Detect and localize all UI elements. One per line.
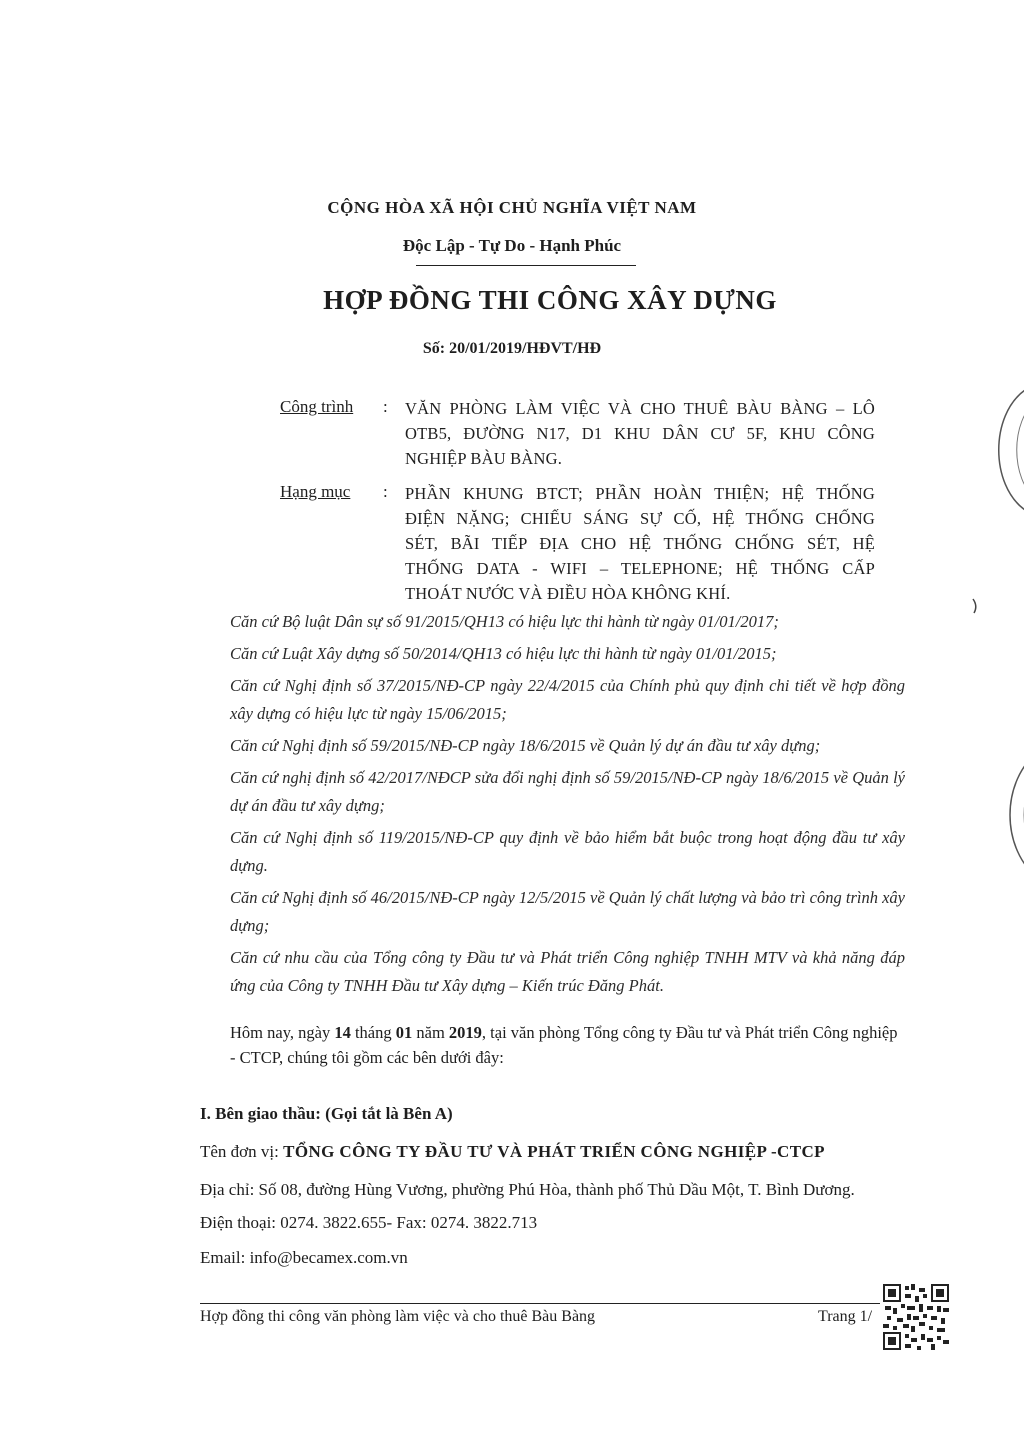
document-title: HỢP ĐỒNG THI CÔNG XÂY DỰNG bbox=[323, 285, 777, 315]
motto-underline bbox=[416, 265, 636, 266]
project-line: OTB5, ĐƯỜNG N17, D1 KHU DÂN CƯ 5F, KHU CÔNG bbox=[405, 424, 875, 443]
footer-divider bbox=[200, 1303, 880, 1304]
intro-year: 2019 bbox=[448, 1023, 482, 1042]
legal-basis-item: Căn cứ Nghị định số 119/2015/NĐ-CP quy định về bảo hiểm bắt buộc trong hoạt động đầu tư xây dựng. bbox=[230, 828, 905, 875]
legal-basis-item: Căn cứ Nghị định số 46/2015/NĐ-CP ngày 12/5/2015 về Quản lý chất lượng và bảo trì công trình xây dựng; bbox=[230, 888, 905, 935]
legal-basis-item: Căn cứ Bộ luật Dân sự số 91/2015/QH13 có hiệu lực thi hành từ ngày 01/01/2017; bbox=[230, 612, 779, 631]
intro-day: 14 bbox=[334, 1023, 351, 1042]
scope-colon: : bbox=[383, 482, 388, 501]
scope-label: Hạng mục bbox=[280, 482, 351, 501]
party-a-address: Địa chỉ: Số 08, đường Hùng Vương, phường Phú Hòa, thành phố Thủ Dầu Một, T. Bình Dương. bbox=[200, 1180, 855, 1199]
intro-paragraph bbox=[230, 1020, 905, 1070]
legal-basis-list bbox=[230, 608, 905, 1004]
scope-line: ĐIỆN NẶNG; CHIẾU SÁNG SỰ CỐ, HỆ THỐNG CHỐNG bbox=[405, 509, 875, 528]
scope-line: THỐNG DATA - WIFI – TELEPHONE; HỆ THỐNG CẤP bbox=[405, 559, 875, 578]
contract-number: Số: 20/01/2019/HĐVT/HĐ bbox=[422, 340, 602, 357]
footer-title: Hợp đồng thi công văn phòng làm việc và cho thuê Bàu Bàng bbox=[200, 1308, 596, 1325]
intro-text: năm bbox=[412, 1023, 449, 1042]
legal-basis-item: Căn cứ Nghị định số 59/2015/NĐ-CP ngày 18/6/2015 về Quản lý dự án đầu tư xây dựng; bbox=[230, 736, 821, 755]
intro-text: Hôm nay, ngày bbox=[230, 1023, 335, 1042]
project-value bbox=[405, 396, 875, 471]
project-colon: : bbox=[383, 397, 388, 416]
scope-line: SÉT, BÃI TIẾP ĐỊA CHO HỆ THỐNG CHỐNG SÉT, HỆ bbox=[405, 534, 875, 553]
national-motto: Độc Lập - Tự Do - Hạnh Phúc bbox=[402, 236, 622, 255]
legal-basis-item: Căn cứ Luật Xây dựng số 50/2014/QH13 có hiệu lực thi hành từ ngày 01/01/2015; bbox=[230, 644, 777, 663]
party-a-phone: Điện thoại: 0274. 3822.655- Fax: 0274. 3822.713 bbox=[200, 1213, 538, 1232]
legal-basis-item: Căn cứ Nghị định số 37/2015/NĐ-CP ngày 22/4/2015 của Chính phủ quy định chi tiết về hợp đồng xây dựng có hiệu lực từ ngày 15/06/2015; bbox=[230, 676, 905, 723]
project-label: Công trình bbox=[280, 397, 354, 416]
party-a-heading: I. Bên giao thầu: (Gọi tắt là Bên A) bbox=[200, 1104, 453, 1123]
qr-code-icon bbox=[883, 1283, 949, 1351]
party-a-email: Email: info@becamex.com.vn bbox=[200, 1248, 408, 1267]
stamp-mark bbox=[995, 745, 1024, 885]
ink-mark bbox=[971, 598, 979, 614]
scope-line: PHẦN KHUNG BTCT; PHẦN HOÀN THIỆN; HỆ THỐNG bbox=[405, 484, 875, 503]
stamp-mark bbox=[985, 385, 1024, 515]
project-line: NGHIỆP BÀU BÀNG. bbox=[405, 449, 563, 468]
scope-value bbox=[405, 481, 875, 606]
legal-basis-item: Căn cứ nghị định số 42/2017/NĐCP sửa đổi nghị định số 59/2015/NĐ-CP ngày 18/6/2015 về Quản lý dự án đầu tư xây dựng; bbox=[230, 768, 905, 815]
party-a-name: TỔNG CÔNG TY ĐẦU TƯ VÀ PHÁT TRIỂN CÔNG NGHIỆP -CTCP bbox=[283, 1142, 825, 1161]
intro-text: , tại văn phòng Tổng công ty Đầu tư và Phát triển Công nghiệp - CTCP, chúng tôi gồm các bên dưới đây: bbox=[230, 1023, 898, 1067]
national-title: CỘNG HÒA XÃ HỘI CHỦ NGHĨA VIỆT NAM bbox=[327, 198, 697, 217]
intro-text: tháng bbox=[350, 1023, 396, 1042]
legal-basis-item: Căn cứ nhu cầu của Tổng công ty Đầu tư và Phát triển Công nghiệp TNHH MTV và khả năng đáp ứng của Công ty TNHH Đầu tư Xây dựng – Kiến trúc Đăng Phát. bbox=[230, 948, 905, 995]
intro-month: 01 bbox=[395, 1023, 413, 1042]
scope-line: THOÁT NƯỚC VÀ ĐIỀU HÒA KHÔNG KHÍ. bbox=[405, 584, 731, 603]
project-line: VĂN PHÒNG LÀM VIỆC VÀ CHO THUÊ BÀU BÀNG – LÔ bbox=[405, 399, 875, 418]
party-a-name-row bbox=[200, 1142, 825, 1162]
party-a-name-label: Tên đơn vị: bbox=[200, 1142, 284, 1161]
page-number: Trang 1/ bbox=[818, 1308, 873, 1325]
